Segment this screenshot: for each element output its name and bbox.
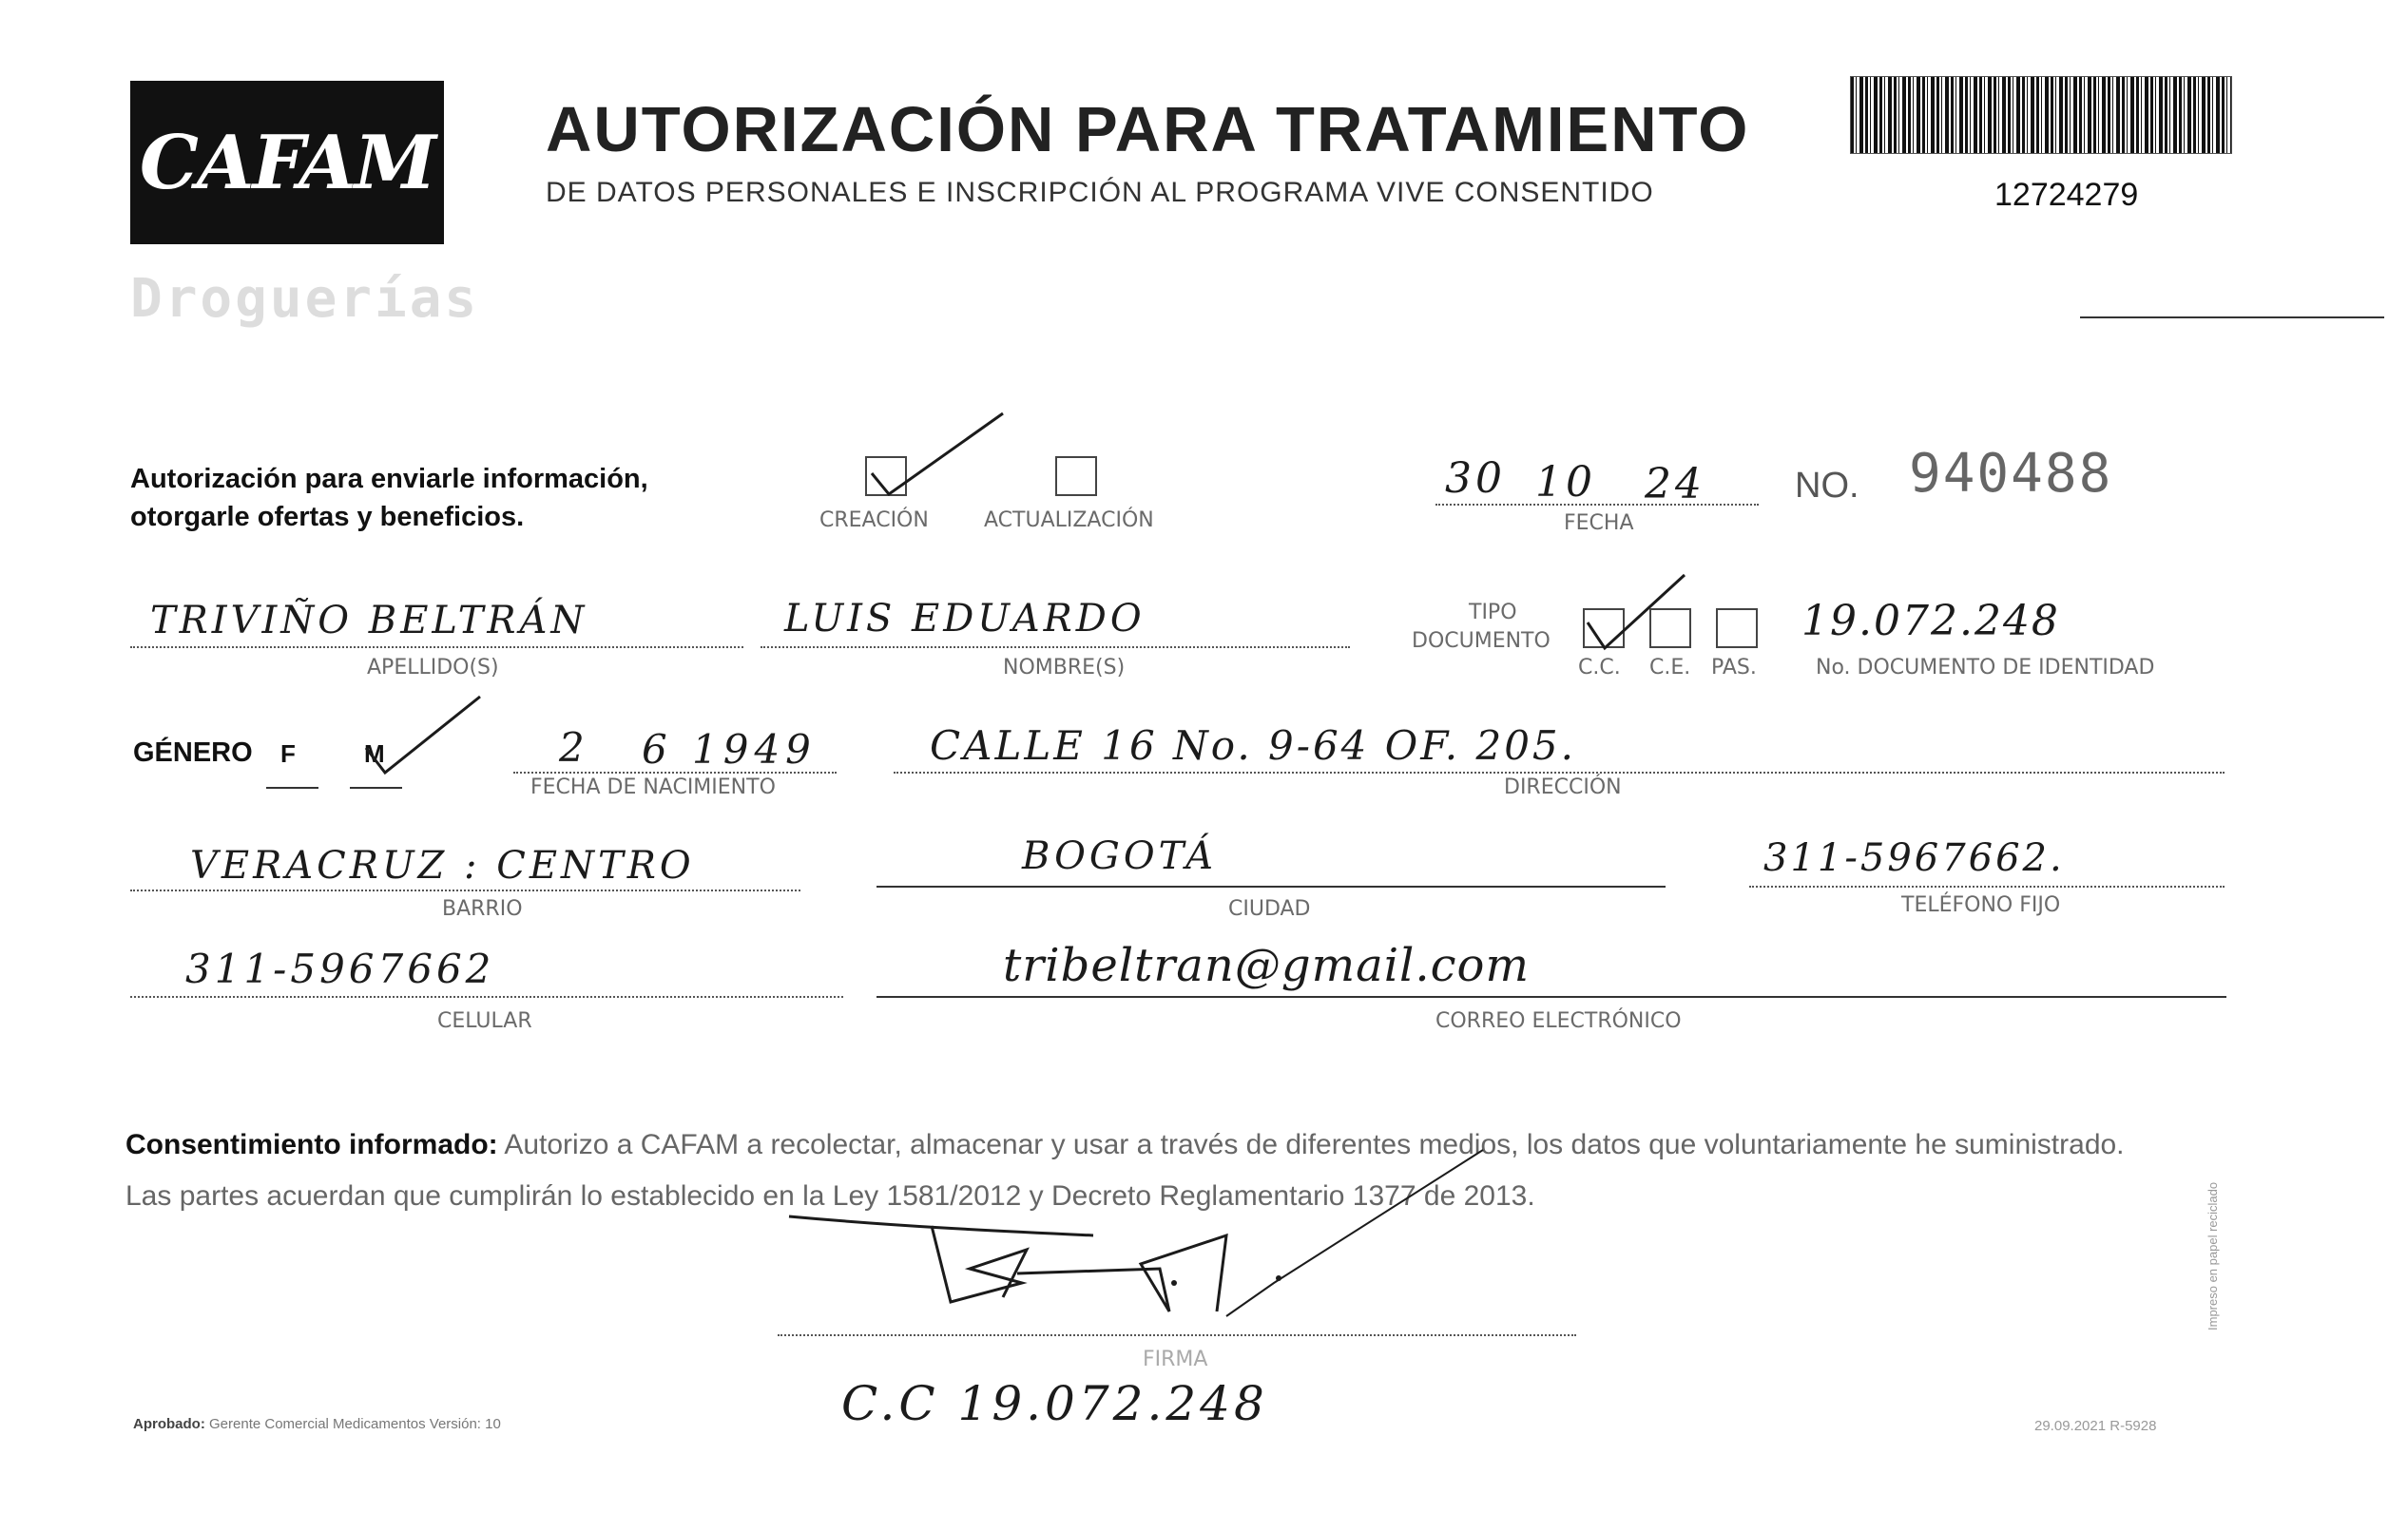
nacimiento-day: 2 xyxy=(559,724,588,771)
footer-aprobado xyxy=(133,1416,501,1432)
ciudad-label: CIUDAD xyxy=(1228,897,1311,921)
correo-value: tribeltran@gmail.com xyxy=(1003,939,1530,992)
intro-line-2: otorgarle ofertas y beneficios. xyxy=(130,502,525,532)
documento-value: 19.072.248 xyxy=(1801,597,2060,645)
numero-label: NO. xyxy=(1795,466,1859,506)
tipo-label-1: TIPO xyxy=(1469,601,1517,624)
nacimiento-month: 6 xyxy=(642,726,671,773)
fecha-day: 30 xyxy=(1445,454,1506,503)
document-subtitle: DE DATOS PERSONALES E INSCRIPCIÓN AL PROGRAMA VIVE CONSENTIDO xyxy=(546,177,1654,208)
celular-label: CELULAR xyxy=(437,1009,532,1033)
intro-line-1: Autorización para enviarle información, xyxy=(130,464,648,494)
barcode-number: 12724279 xyxy=(1994,177,2139,213)
genero-f-line xyxy=(266,787,318,789)
apellidos-line xyxy=(130,646,743,648)
actualizacion-label: ACTUALIZACIÓN xyxy=(984,508,1154,532)
ciudad-value: BOGOTÁ xyxy=(1022,834,1218,878)
consent-text-1: Autorizo a CAFAM a recolectar, almacenar y usar a través de diferentes medios, los datos que voluntariamente he suministrado. xyxy=(497,1129,2125,1160)
genero-m-line xyxy=(350,787,402,789)
direccion-label: DIRECCIÓN xyxy=(1504,775,1622,799)
pas-checkbox[interactable] xyxy=(1716,608,1758,648)
correo-label: CORREO ELECTRÓNICO xyxy=(1435,1009,1682,1033)
cc-label: C.C. xyxy=(1578,656,1621,679)
telefono-label: TELÉFONO FIJO xyxy=(1901,893,2061,917)
genero-m[interactable]: M xyxy=(364,739,385,768)
firma-label: FIRMA xyxy=(1143,1348,1208,1371)
barrio-line xyxy=(130,890,800,891)
apellidos-value: TRIVIÑO BELTRÁN xyxy=(150,599,588,642)
nombres-value: LUIS EDUARDO xyxy=(784,597,1146,641)
apellidos-label: APELLIDO(S) xyxy=(367,656,499,679)
aprobado-label: Aprobado: xyxy=(133,1416,205,1432)
numero-value: 940488 xyxy=(1909,443,2113,505)
barrio-value: VERACRUZ : CENTRO xyxy=(190,844,695,888)
nacimiento-year: 1949 xyxy=(692,726,817,773)
fecha-line xyxy=(1435,504,1759,506)
aprobado-text: Gerente Comercial Medicamentos Versión: 10 xyxy=(209,1416,501,1432)
direccion-line xyxy=(894,772,2225,774)
top-right-rule xyxy=(2080,316,2384,318)
logo-brand-text: CAFAM xyxy=(139,119,435,206)
logo-subtitle: Droguerías xyxy=(130,268,480,330)
document-title: AUTORIZACIÓN PARA TRATAMIENTO xyxy=(546,94,1750,165)
nacimiento-line xyxy=(513,772,837,774)
nacimiento-label: FECHA DE NACIMIENTO xyxy=(530,775,776,799)
genero-m-check-mark xyxy=(356,689,490,779)
nombres-line xyxy=(761,646,1350,648)
signature xyxy=(780,1093,1502,1330)
ce-checkbox[interactable] xyxy=(1649,608,1691,648)
consent-text-2: Las partes acuerdan que cumplirán lo establecido en la Ley 1581/2012 y Decreto Reglamentario 1377 de 2013. xyxy=(125,1180,1535,1212)
tipo-label-2: DOCUMENTO xyxy=(1412,629,1551,653)
correo-line xyxy=(877,996,2226,998)
firma-cc-text: C.C 19.072.248 xyxy=(841,1376,1268,1431)
direccion-value: CALLE 16 No. 9-64 OF. 205. xyxy=(930,722,1577,769)
ce-label: C.E. xyxy=(1649,656,1691,679)
firma-line xyxy=(778,1334,1576,1336)
genero-label: GÉNERO xyxy=(133,737,253,768)
pas-label: PAS. xyxy=(1711,656,1757,679)
creacion-label: CREACIÓN xyxy=(819,508,929,532)
genero-f[interactable]: F xyxy=(280,739,296,768)
fecha-month: 10 xyxy=(1535,458,1596,507)
ciudad-line xyxy=(877,886,1666,888)
fecha-year: 24 xyxy=(1645,460,1705,508)
consent-heading: Consentimiento informado: xyxy=(125,1129,498,1160)
barcode xyxy=(1850,76,2232,154)
fecha-label: FECHA xyxy=(1564,511,1634,535)
barrio-label: BARRIO xyxy=(442,897,523,921)
cafam-logo xyxy=(130,81,444,244)
celular-line xyxy=(130,996,843,998)
nombres-label: NOMBRE(S) xyxy=(1003,656,1126,679)
telefono-value: 311-5967662. xyxy=(1763,836,2065,880)
telefono-line xyxy=(1749,886,2225,888)
actualizacion-checkbox[interactable] xyxy=(1055,456,1097,496)
celular-value: 311-5967662 xyxy=(185,946,495,992)
recycled-paper-note: Impreso en papel reciclado xyxy=(2206,1181,2220,1330)
footer-code: 29.09.2021 R-5928 xyxy=(2034,1418,2157,1434)
creacion-check-mark xyxy=(860,409,1012,504)
documento-label: No. DOCUMENTO DE IDENTIDAD xyxy=(1816,656,2155,679)
